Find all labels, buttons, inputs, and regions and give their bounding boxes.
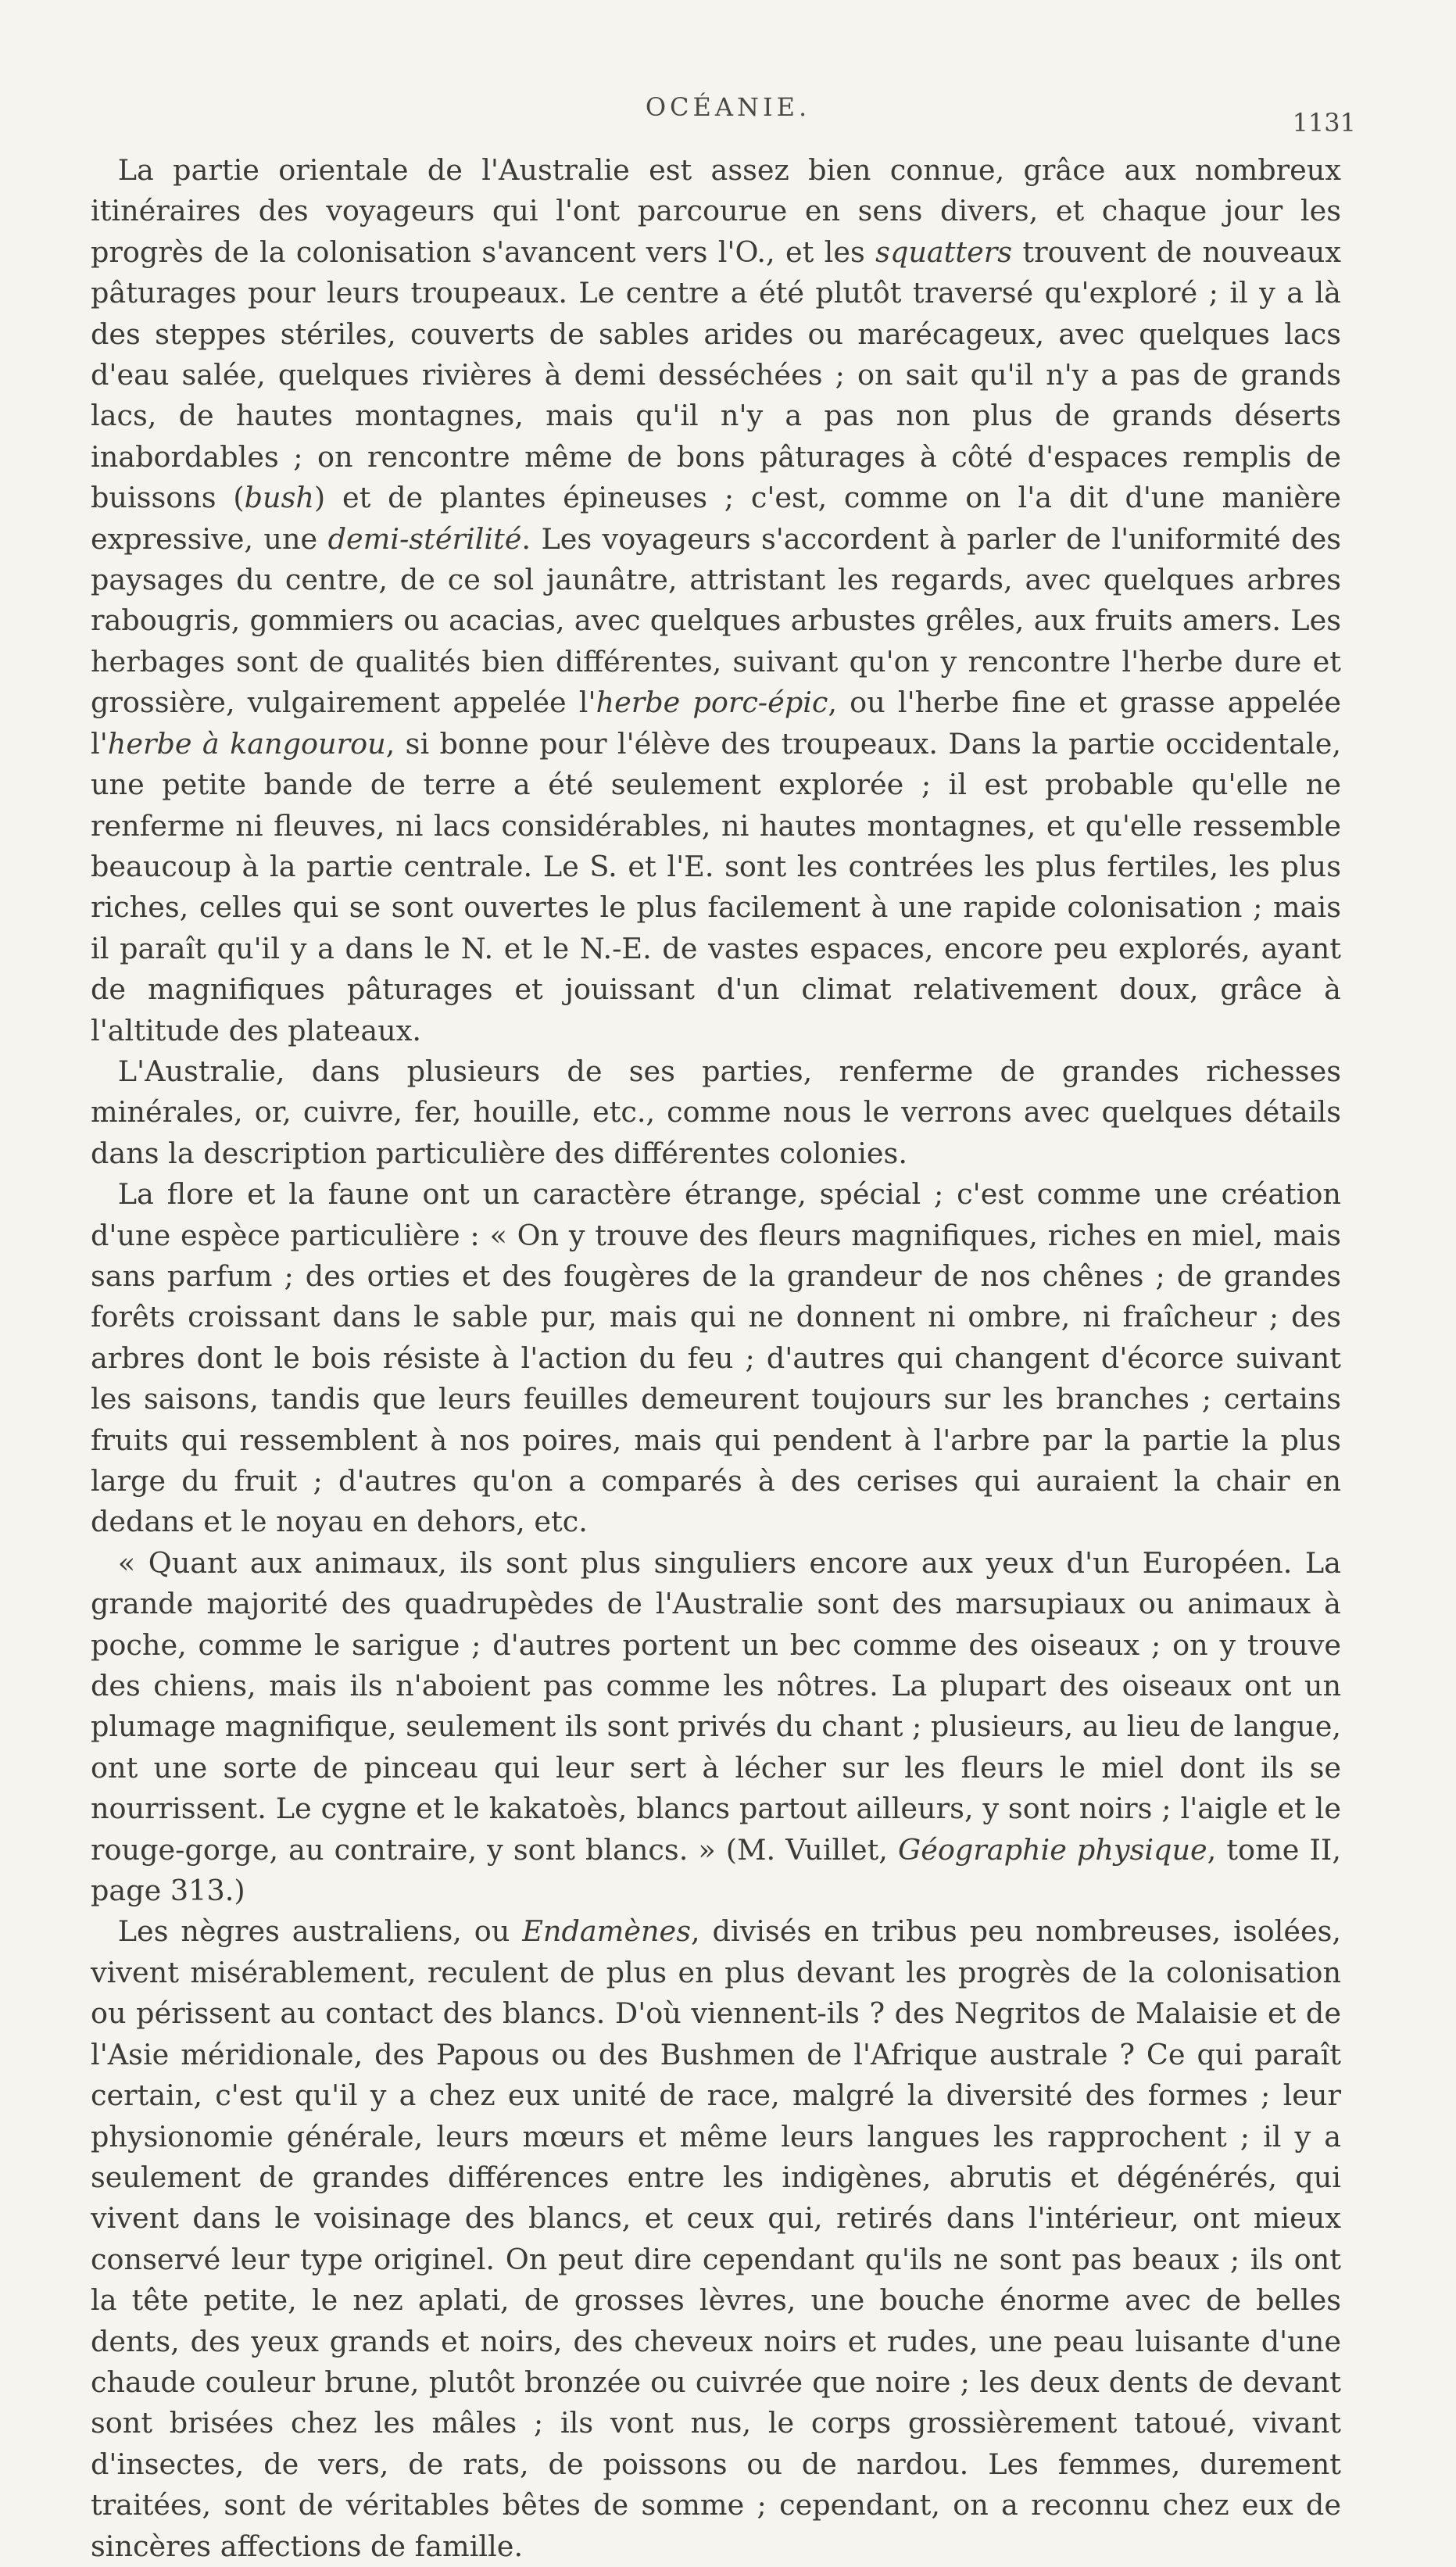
running-title: OCÉANIE. (645, 92, 811, 122)
paragraph: L'Australie, dans plusieurs de ses parties, renferme de grandes richesses minérales, or, cuivre, fer, houille, etc., comme nous le verrons avec quelques détails dans la description particulière des différentes colonies. (91, 1054, 1341, 1170)
body-text (91, 150, 1341, 2567)
paragraph: La flore et la faune ont un caractère étrange, spécial ; c'est comme une création d'une espèce particulière : « On y trouve des fleurs magnifiques, riches en miel, mais sans parfum ; des orties et des fougères de la grandeur de nos chênes ; de grandes forêts croissant dans le sable pur, mais qui ne donnent ni ombre, ni fraîcheur ; des arbres dont le bois résiste à l'action du feu ; d'autres qui changent d'écorce suivant les saisons, tandis que leurs feuilles demeurent toujours sur les branches ; certains fruits qui ressemblent à nos poires, mais qui pendent à l'arbre par la partie la plus large du fruit ; d'autres qu'on a comparés à des cerises qui auraient la chair en dedans et le noyau en dehors, etc. (91, 1177, 1341, 1539)
paragraph: La partie orientale de l'Australie est assez bien connue, grâce aux nombreux itinéraires des voyageurs qui l'ont parcourue en sens divers, et chaque jour les progrès de la colonisation s'avancent vers l'O., et les squatters trouvent de nouveaux pâturages pour leurs troupeaux. Le centre a été plutôt traversé qu'exploré ; il y a là des steppes stériles, couverts de sables arides ou marécageux, avec quelques lacs d'eau salée, quelques rivières à demi desséchées ; on sait qu'il n'y a pas de grands lacs, de hautes montagnes, mais qu'il n'y a pas non plus de grands déserts inabordables ; on rencontre même de bons pâturages à côté d'espaces remplis de buissons (bush) et de plantes épineuses ; c'est, comme on l'a dit d'une manière expressive, une demi-stérilité. Les voyageurs s'accordent à parler de l'uniformité des paysages du centre, de ce sol jaunâtre, attristant les regards, avec quelques arbres rabougris, gommiers ou acacias, avec quelques arbustes grêles, aux fruits amers. Les herbages sont de qualités bien différentes, suivant qu'on y rencontre l'herbe dure et grossière, vulgairement appelée l'herbe porc-épic, ou l'herbe fine et grasse appelée l'herbe à kangourou, si bonne pour l'élève des troupeaux. Dans la partie occidentale, une petite bande de terre a été seulement explorée ; il est probable qu'elle ne renferme ni fleuves, ni lacs considérables, ni hautes montagnes, et qu'elle ressemble beaucoup à la partie centrale. Le S. et l'E. sont les contrées les plus fertiles, les plus riches, celles qui se sont ouvertes le plus facilement à une rapide colonisation ; mais il paraît qu'il y a dans le N. et le N.-E. de vastes espaces, encore peu explorés, ayant de magnifiques pâturages et jouissant d'un climat relativement doux, grâce à l'altitude des plateaux. (91, 153, 1342, 1047)
page-number: 1131 (1292, 108, 1356, 138)
paragraph: « Quant aux animaux, ils sont plus singuliers encore aux yeux d'un Européen. La grande majorité des quadrupèdes de l'Australie sont des marsupiaux ou animaux à poche, comme le sarigue ; d'autres portent un bec comme des oiseaux ; on y trouve des chiens, mais ils n'aboient pas comme les nôtres. La plupart des oiseaux ont un plumage magnifique, seulement ils sont privés du chant ; plusieurs, au lieu de langue, ont une sorte de pinceau qui leur sert à lécher sur les fleurs le miel dont ils se nourrissent. Le cygne et le kakatoès, blancs partout ailleurs, y sont noirs ; l'aigle et le rouge-gorge, au contraire, y sont blancs. » (M. Vuillet, Géographie physique, tome II, page 313.) (91, 1545, 1341, 1908)
paragraph: Les nègres australiens, ou Endamènes, divisés en tribus peu nombreuses, isolées, vivent misérablement, reculent de plus en plus devant les progrès de la colonisation ou périssent au contact des blancs. D'où viennent-ils ? des Negritos de Malaisie et de l'Asie méridionale, des Papous ou des Bushmen de l'Afrique australe ? Ce qui paraît certain, c'est qu'il y a chez eux unité de race, malgré la diversité des formes ; leur physionomie générale, leurs mœurs et même leurs langues les rapprochent ; il y a seulement de grandes différences entre les indigènes, abrutis et dégénérés, qui vivent dans le voisinage des blancs, et ceux qui, retirés dans l'intérieur, ont mieux conservé leur type originel. On peut dire cependant qu'ils ne sont pas beaux ; ils ont la tête petite, le nez aplati, de grosses lèvres, une bouche énorme avec de belles dents, des yeux grands et noirs, des cheveux noirs et rudes, une peau luisante d'une chaude couleur brune, plutôt bronzée ou cuivrée que noire ; les deux dents de devant sont brisées chez les mâles ; ils vont nus, le corps grossièrement tatoué, vivant d'insectes, de vers, de rats, de poissons ou de nardou. Les femmes, durement traitées, sont de véritables bêtes de somme ; cependant, on a reconnu chez eux de sincères affections de famille. (91, 1914, 1342, 2563)
